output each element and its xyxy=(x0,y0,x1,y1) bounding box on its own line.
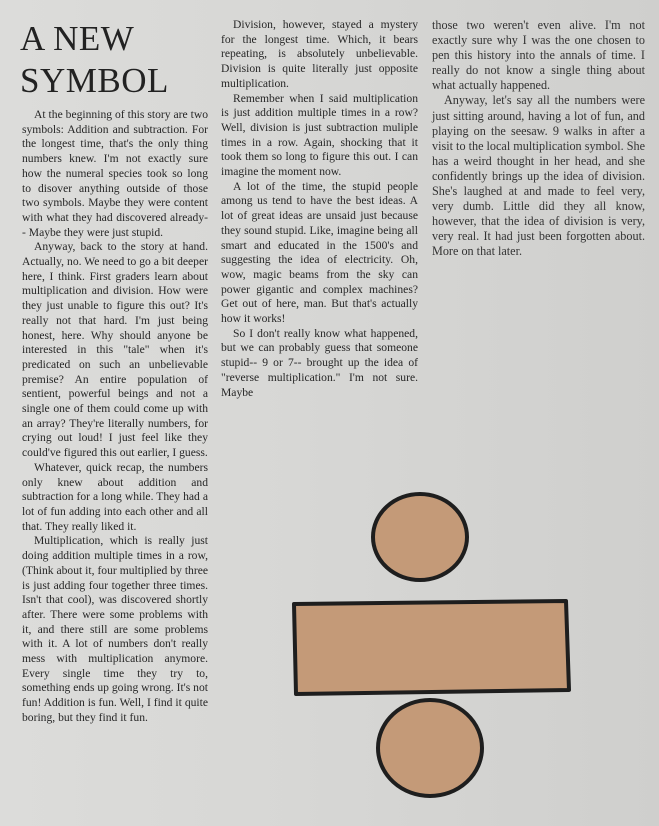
title-line-1: A NEW xyxy=(20,19,135,58)
paragraph: those two weren't even alive. I'm not exactly sure why I was the one chosen to pen this history into the annals of time. I really do not know a single thing about what actually happened. xyxy=(432,18,645,93)
text-column-2 xyxy=(221,18,418,400)
page-title xyxy=(20,18,210,102)
paragraph: A lot of the time, the stupid people among us tend to have the best ideas. A lot of great ideas are unsaid just because they sound stupid. Like, imagine being all smart and educated in the 1500's and suggesting the idea of electricity. Oh, wow, magic beams from the sky can power gigantic and complex machines? Get out of here, man. But that's actually how it works! xyxy=(221,179,418,326)
paragraph: So I don't really know what happened, but we can probably guess that someone stupid-- 9 or 7-- brought up the idea of "reverse multiplication." I'm not sure. Maybe xyxy=(221,326,418,399)
paragraph: Remember when I said multiplication is just addition multiple times in a row? Well, division is just subtraction muliple times in a row. Again, shocking that it took them so long to figure this out. I can imagine the moment now. xyxy=(221,91,418,179)
paragraph: Whatever, quick recap, the numbers only knew about addition and subtraction for a long while. They had a lot of fun adding into each other and all that. They really liked it. xyxy=(22,460,208,533)
division-bar xyxy=(294,601,569,694)
division-symbol-icon xyxy=(280,490,590,820)
paragraph: Multiplication, which is really just doing addition multiple times in a row, (Think about it, four multiplied by three is just adding four together three times. Isn't that cool), was discovered shortly after. There were some problems with it, and there still are some problems with it. A lot of numbers don't really mess with multiplication anymore. Every single time they try to, something ends up going wrong. It's not fun! Addition is fun. Well, I find it quite boring, but they find it fun. xyxy=(22,534,208,724)
paragraph: Anyway, let's say all the numbers were just sitting around, having a lot of fun, and playing on the seesaw. 9 walks in after a visit to the local multiplication symbol. She has a weird thought in her head, and she confidently brings up the idea of division. She's laughed at and made to feel very, very dumb. Little did they all know, however, that the idea of division is very, very real. It had just been forgotten about. More on that later. xyxy=(432,93,645,259)
division-bottom-dot xyxy=(378,700,482,796)
paragraph: At the beginning of this story are two symbols: Addition and subtraction. For the longest time, that's the only thing numbers knew. I'm not exactly sure how the numeral species took so long to disover anything outside of those two symbols. Maybe they were content with what they had discovered already-- Maybe they were just stupid. xyxy=(22,108,208,239)
text-column-1 xyxy=(22,108,208,726)
division-top-dot xyxy=(373,494,467,580)
paragraph: Division, however, stayed a mystery for the longest time. Which, it bears repeating, is absolutely unbelievable. Division is quite literally just opposite multiplication. xyxy=(221,18,418,90)
text-column-3 xyxy=(432,18,645,260)
title-line-2: SYMBOL xyxy=(20,61,169,100)
paragraph: Anyway, back to the story at hand. Actually, no. We need to go a bit deeper here, I think. First graders learn about multiplication and division. How were they just unable to figure this out? It's really not that hard. I'm just being honest, here. Why should anyone be interested in this "tale" when it's predicated on such an unbelievable premise? An entire population of sentient, powerful beings and not a single one of them could come up with an array? They're literally numbers, for crying out loud! I just feel like they could've figured this out earlier, I guess. xyxy=(22,240,208,460)
